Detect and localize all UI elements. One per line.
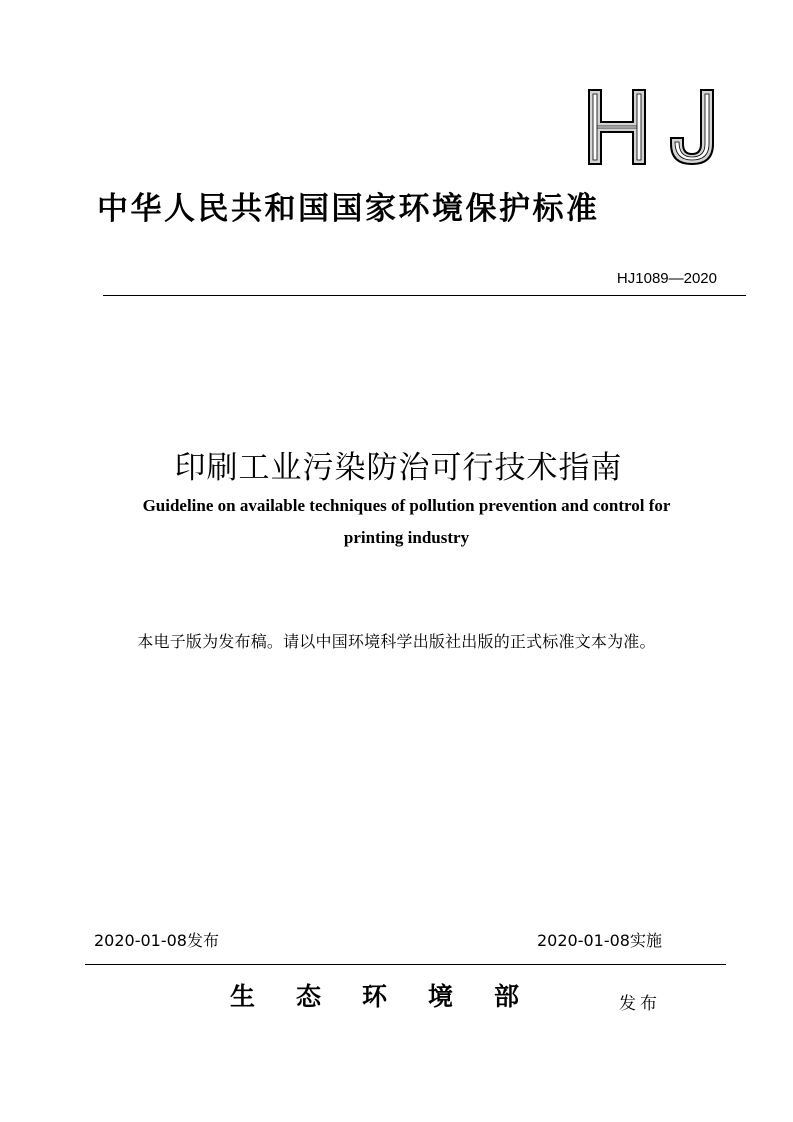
issue-date: 2020-01-08发布	[94, 931, 219, 950]
header-divider	[103, 295, 746, 296]
issue-label: 发布	[619, 994, 661, 1014]
english-title-line-2: printing industry	[343, 528, 470, 547]
english-title-line-1: Guideline on available techniques of pollution prevention and control for	[142, 496, 671, 515]
standard-code: HJ1089—2020	[616, 270, 717, 287]
footer-divider	[85, 964, 726, 965]
implementation-date: 2020-01-08实施	[537, 931, 662, 950]
issuing-authority: 生态环境部	[230, 982, 561, 1011]
logo-letter-h	[589, 90, 645, 164]
hj-logo	[583, 88, 723, 166]
logo-letter-j	[671, 90, 713, 164]
document-title-chinese: 印刷工业污染防治可行技术指南	[174, 450, 623, 486]
electronic-version-notice: 本电子版为发布稿。请以中国环境科学出版社出版的正式标准文本为准。	[137, 632, 656, 651]
document-title-english	[90, 490, 723, 554]
standard-category-title: 中华人民共和国国家环境保护标准	[97, 191, 600, 227]
